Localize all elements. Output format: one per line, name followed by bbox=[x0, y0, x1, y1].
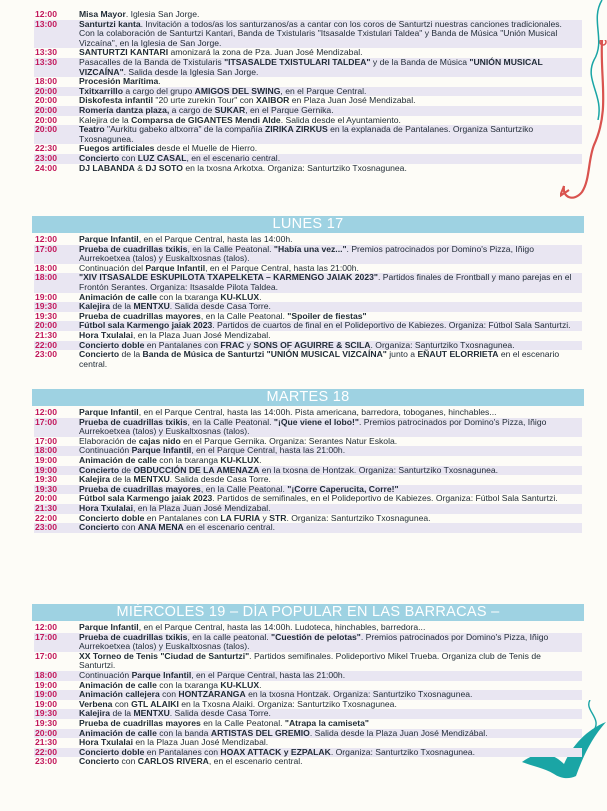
event-text: . bbox=[259, 291, 262, 302]
event-highlight: MENTXU bbox=[133, 708, 170, 719]
event-highlight: Animación de calle bbox=[79, 454, 157, 465]
event-highlight: Parque Infantil bbox=[131, 669, 192, 680]
event-highlight: Prueba de cuadrillas mayores bbox=[79, 717, 201, 728]
event-time: 19:30 bbox=[35, 474, 57, 485]
event-time: 21:30 bbox=[35, 737, 57, 748]
event-highlight: Prueba de cuadrillas txikis bbox=[79, 416, 188, 427]
event-highlight: KU-KLUX bbox=[220, 679, 260, 690]
event-highlight: Hora Txulalai bbox=[79, 502, 133, 513]
schedule-row bbox=[34, 20, 582, 49]
event-highlight: "Había una vez..." bbox=[273, 243, 347, 254]
event-text: . bbox=[158, 76, 161, 87]
event-highlight: DJ LABANDA bbox=[79, 162, 135, 173]
event-highlight: "Cuestión de pelotas" bbox=[271, 631, 361, 642]
event-text: amonizará la zona de Pza. Juan José Mendizabal. bbox=[168, 47, 363, 58]
event-highlight: ARTISTAS DEL GREMIO bbox=[210, 727, 310, 738]
event-time: 23:00 bbox=[35, 522, 57, 533]
event-time: 17:00 bbox=[35, 631, 57, 642]
event-description bbox=[79, 418, 582, 437]
event-time: 19:00 bbox=[35, 679, 57, 690]
event-text: , en el Parque Central, hasta las 14:00h. bbox=[138, 234, 293, 244]
event-text: con bbox=[119, 152, 138, 163]
event-highlight: cajas nido bbox=[138, 435, 181, 446]
event-highlight: Concierto bbox=[79, 756, 120, 767]
schedule-row bbox=[34, 652, 582, 671]
event-text: con la txaranga bbox=[156, 454, 221, 465]
event-text: . Salida desde Casa Torre. bbox=[169, 301, 271, 312]
event-text: , en el Parque Gernika. bbox=[245, 104, 334, 115]
event-description bbox=[79, 273, 582, 292]
event-text: . Organiza: Santurtziko Txosnagunea. bbox=[370, 339, 515, 350]
event-text: Elaboración de bbox=[79, 435, 139, 446]
event-highlight: Concierto doble bbox=[79, 746, 145, 757]
day-header-martes: MARTES 18 bbox=[32, 389, 584, 406]
event-text: Pasacalles de la Banda de Txistularis bbox=[79, 56, 225, 67]
event-text: de la bbox=[119, 349, 143, 360]
event-highlight: Concierto bbox=[79, 349, 120, 360]
event-text: . bbox=[259, 454, 262, 465]
event-time: 20:00 bbox=[35, 114, 57, 125]
event-time: 19:30 bbox=[35, 717, 57, 728]
event-highlight: EÑAUT ELORRIETA bbox=[417, 349, 499, 360]
event-highlight: Verbena bbox=[79, 698, 113, 709]
event-text: con bbox=[119, 756, 138, 767]
event-text: . Salida desde Casa Torre. bbox=[169, 708, 271, 719]
event-highlight: SANTURTZI KANTARI bbox=[79, 47, 169, 58]
event-text: en el escenario central. bbox=[79, 349, 560, 369]
event-time: 22:00 bbox=[35, 746, 57, 757]
event-highlight: Concierto bbox=[79, 152, 120, 163]
event-time: 19:30 bbox=[35, 310, 57, 321]
event-time: 19:00 bbox=[35, 291, 57, 302]
event-highlight: OBDUCCIÓN DE LA AMENAZA bbox=[133, 464, 260, 475]
schedule-section-lunes bbox=[34, 235, 582, 369]
event-text: , en el Parque Central, hasta las 14:00h. Pista americana, barredora, toboganes, hinchables... bbox=[138, 407, 497, 417]
event-text: con la txaranga bbox=[156, 291, 221, 302]
event-time: 21:30 bbox=[35, 502, 57, 513]
event-text: . Premios patrocinados por Domino's Pizza, Iñigo Aurrekoetxea (talos) y Euskaltxosnas (talos). bbox=[79, 631, 549, 652]
event-text: a cargo de bbox=[169, 104, 215, 115]
event-time: 18:00 bbox=[35, 669, 57, 680]
event-text: y de la Banda de Música bbox=[370, 56, 470, 67]
event-description bbox=[79, 20, 582, 49]
event-highlight: Misa Mayor bbox=[79, 9, 126, 19]
event-text: en Pantalanes con bbox=[144, 746, 221, 757]
event-highlight: Procesión Marítima bbox=[79, 76, 159, 87]
event-text: . bbox=[259, 679, 262, 690]
event-highlight: Diskofesta infantil bbox=[79, 95, 154, 106]
event-time: 19:00 bbox=[35, 464, 57, 475]
event-text: , en la Calle Peatonal. bbox=[200, 310, 288, 321]
event-description bbox=[79, 757, 582, 767]
event-text: . Partidos de cuartos de final en el Polideportivo de Kabiezes. Organiza: Fútbol Sala Santurtzi. bbox=[212, 320, 571, 331]
event-highlight: "XIV ITSASALDE ESKUPILOTA TXAPELKETA – KARMENGO JAIAK 2023" bbox=[79, 272, 378, 283]
event-time: 22:00 bbox=[35, 512, 57, 523]
event-highlight: SONS OF AGUIRRE & SCILA bbox=[253, 339, 371, 350]
event-time: 23:00 bbox=[35, 152, 57, 163]
event-highlight: Animación de calle bbox=[79, 679, 157, 690]
event-highlight: Kalejira bbox=[79, 301, 111, 312]
event-highlight: Comparsa de GIGANTES Mendi Alde bbox=[131, 114, 281, 125]
event-highlight: Animación de calle bbox=[79, 291, 157, 302]
event-highlight: ZIRIKA ZIRKUS bbox=[265, 124, 328, 135]
event-text: con bbox=[159, 689, 179, 700]
event-highlight: Romería dantza plaza, bbox=[79, 104, 170, 115]
event-text: Continuación bbox=[79, 669, 132, 680]
event-time: 12:00 bbox=[35, 622, 57, 632]
event-time: 13:00 bbox=[35, 18, 57, 29]
event-highlight: MENTXU bbox=[133, 474, 170, 485]
event-text: y bbox=[244, 339, 254, 350]
event-highlight: FRAC bbox=[220, 339, 245, 350]
event-text: con la banda bbox=[156, 727, 211, 738]
event-text: en el escenario central. bbox=[183, 522, 275, 533]
event-time: 12:00 bbox=[35, 9, 57, 19]
event-text: . Premios patrocinados por Domino's Pizza, Iñigo Aurrekoetxea (talos) y Euskaltxosnas (talos). bbox=[79, 416, 547, 437]
event-highlight: "¡Que viene el lobo!" bbox=[273, 416, 359, 427]
event-text: en la txosna Hontzak. Organiza: Santurtziko Txosnagunea. bbox=[245, 689, 473, 700]
event-time: 20:00 bbox=[35, 85, 57, 96]
event-time: 17:00 bbox=[35, 435, 57, 446]
schedule-row bbox=[34, 523, 582, 533]
event-highlight: DJ SOTO bbox=[145, 162, 183, 173]
event-time: 23:00 bbox=[35, 349, 57, 360]
event-highlight: Santurtzi kanta bbox=[79, 18, 141, 29]
event-text: . Iglesia San Jorge. bbox=[125, 9, 200, 19]
event-time: 19:30 bbox=[35, 483, 57, 494]
schedule-row bbox=[34, 350, 582, 369]
event-highlight: KU-KLUX bbox=[220, 454, 260, 465]
schedule-section-miercoles bbox=[34, 623, 582, 767]
event-highlight: LUZ CASAL bbox=[137, 152, 187, 163]
event-highlight: Concierto bbox=[79, 464, 120, 475]
event-description bbox=[79, 633, 582, 652]
event-highlight: SUKAR bbox=[214, 104, 246, 115]
event-description bbox=[79, 652, 582, 671]
event-text: . Salida desde el Ayuntamiento. bbox=[280, 114, 401, 125]
event-time: 20:00 bbox=[35, 95, 57, 106]
event-description bbox=[79, 245, 582, 264]
event-text: "Aurkitu gabeko altxorra" de la compañía bbox=[104, 124, 266, 135]
event-text: en Pantalanes con bbox=[144, 339, 221, 350]
event-text: . Premios patrocinados por Domino's Pizza, Iñigo Aurrekoetxea (talos) y Euskaltxosnas (talos). bbox=[79, 243, 534, 264]
event-highlight: Parque Infantil bbox=[131, 445, 192, 456]
event-text: . Invitación a todos/as los santurzanos/as a cantar con los coros de Santurtzi nuestras canciones tradicionales. Con la colaboración de Santurtzi Kantari, Banda de Txistularis "Itsasalde Txistulari Taldea" y Banda de Música "Unión Musical Vizcaína", en la Iglesia de San Jorge. bbox=[79, 18, 562, 48]
day-header-lunes: LUNES 17 bbox=[32, 216, 584, 233]
event-highlight: Parque Infantil bbox=[79, 234, 139, 244]
event-text: de la bbox=[110, 708, 134, 719]
event-highlight: Prueba de cuadrillas mayores bbox=[79, 310, 201, 321]
event-text: , en la calle peatonal. bbox=[187, 631, 272, 642]
event-time: 20:00 bbox=[35, 493, 57, 504]
event-time: 24:00 bbox=[35, 162, 57, 173]
event-time: 20:00 bbox=[35, 124, 57, 135]
event-text: con bbox=[112, 698, 132, 709]
event-time: 21:30 bbox=[35, 329, 57, 340]
event-text: en la explanada de Pantalanes. Organiza Santurtziko Txosnagunea. bbox=[79, 124, 534, 144]
event-time: 18:00 bbox=[35, 272, 57, 283]
event-highlight: Prueba de cuadrillas mayores bbox=[79, 483, 201, 494]
schedule-row bbox=[34, 58, 582, 77]
event-text: , en la Plaza Juan José Mendizabal. bbox=[132, 502, 271, 513]
event-text: junto a bbox=[386, 349, 418, 360]
event-text: en Plaza Juan José Mendizabal. bbox=[289, 95, 416, 106]
event-time: 19:00 bbox=[35, 454, 57, 465]
event-text: a cargo del grupo bbox=[122, 85, 195, 96]
event-highlight: XX Torneo de Tenis "Ciudad de Santurtzi" bbox=[79, 650, 250, 661]
event-text: y bbox=[260, 512, 270, 523]
event-highlight: Concierto doble bbox=[79, 512, 145, 523]
event-highlight: Parque Infantil bbox=[79, 622, 139, 632]
event-time: 22:30 bbox=[35, 143, 57, 154]
event-text: en la Calle Peatonal. bbox=[200, 717, 285, 728]
event-time: 13:30 bbox=[35, 56, 57, 67]
event-text: de la bbox=[110, 474, 134, 485]
event-text: . Salida desde la Plaza Juan José Mendizábal. bbox=[309, 727, 488, 738]
event-time: 17:00 bbox=[35, 416, 57, 427]
event-text: . Organiza: Santurtziko Txosnagunea. bbox=[330, 746, 475, 757]
event-highlight: "Spoiler de fiestas" bbox=[287, 310, 367, 321]
event-text: . Partidos finales de Frontball y mano parejas en el Frontón Serantes. Organiza: Itsasalde Pilota Taldea. bbox=[79, 272, 572, 292]
event-text: . Partidos de semifinales, en el Polideportivo de Kabiezes. Organiza: Fútbol Sala Santurtzi. bbox=[212, 493, 558, 504]
event-highlight: "Atrapa la camiseta" bbox=[284, 717, 370, 728]
event-description bbox=[79, 125, 582, 144]
event-text: . Salida desde la Iglesia San Jorge. bbox=[123, 66, 259, 77]
event-description bbox=[79, 164, 582, 174]
schedule-row bbox=[34, 125, 582, 144]
event-time: 18:00 bbox=[35, 262, 57, 273]
schedule-row bbox=[34, 418, 582, 437]
event-time: 20:00 bbox=[35, 104, 57, 115]
event-description bbox=[79, 523, 582, 533]
schedule-row bbox=[34, 245, 582, 264]
event-highlight: AMIGOS DEL SWING bbox=[194, 85, 281, 96]
event-highlight: Hora Txulalai bbox=[79, 329, 133, 340]
event-highlight: Kalejira bbox=[79, 708, 111, 719]
event-text: con la txaranga bbox=[156, 679, 221, 690]
wave-line-icon bbox=[580, 0, 607, 120]
event-highlight: "ITSASALDE TXISTULARI TALDEA" bbox=[224, 56, 371, 67]
event-highlight: Fútbol sala Karmengo jaiak 2023 bbox=[79, 320, 213, 331]
event-text: , en la Plaza Juan José Mendizabal. bbox=[132, 329, 271, 340]
event-highlight: "¡Corre Caperucita, Corre!" bbox=[287, 483, 399, 494]
event-highlight: Prueba de cuadrillas txikis bbox=[79, 243, 188, 254]
event-time: 18:00 bbox=[35, 76, 57, 87]
event-highlight: Fuegos artificiales bbox=[79, 143, 155, 154]
event-highlight: Parque Infantil bbox=[79, 407, 139, 417]
event-highlight: MENTXU bbox=[133, 301, 170, 312]
event-text: . Partidos semifinales. Polideportivo Mikel Trueba. Organiza club de Tenis de Santurtzi. bbox=[79, 650, 541, 671]
schedule-row bbox=[34, 757, 582, 767]
event-text: de bbox=[119, 464, 134, 475]
event-time: 13:30 bbox=[35, 47, 57, 58]
event-text: . Salida desde Casa Torre. bbox=[169, 474, 271, 485]
event-highlight: Parque Infantil bbox=[145, 262, 206, 273]
event-highlight: Fútbol sala Karmengo jaiak 2023 bbox=[79, 493, 213, 504]
event-highlight: Banda de Música de Santurtzi "UNIÓN MUSICAL VIZCAÍNA" bbox=[142, 349, 387, 360]
event-time: 19:00 bbox=[35, 698, 57, 709]
event-text: , en el escenario central. bbox=[186, 152, 281, 163]
event-text: , en el escenario central. bbox=[208, 756, 303, 767]
schedule-row bbox=[34, 273, 582, 292]
event-text: Continuación del bbox=[79, 262, 146, 273]
event-highlight: KU-KLUX bbox=[220, 291, 260, 302]
event-text: Kalejira de la bbox=[79, 114, 132, 125]
event-text: , en la Calle Peatonal. bbox=[200, 483, 288, 494]
schedule-row bbox=[34, 164, 582, 174]
schedule-section-previous bbox=[34, 10, 582, 173]
event-highlight: ANA MENA bbox=[137, 522, 184, 533]
event-description bbox=[79, 350, 582, 369]
event-time: 19:30 bbox=[35, 708, 57, 719]
event-time: 20:00 bbox=[35, 727, 57, 738]
event-text: en la Plaza Juan José Mendizabal. bbox=[132, 737, 269, 748]
event-highlight: "UNIÓN MUSICAL VIZCAÍNA" bbox=[79, 56, 543, 77]
event-text: "20 urte zurekin Tour" con bbox=[153, 95, 256, 106]
event-time: 22:00 bbox=[35, 339, 57, 350]
event-highlight: HONTZARANGA bbox=[178, 689, 246, 700]
day-header-miercoles: MIÉRCOLES 19 – DÍA POPULAR EN LAS BARRACAS – bbox=[32, 604, 584, 621]
event-text: con bbox=[119, 522, 138, 533]
event-text: & bbox=[134, 162, 146, 173]
event-highlight: Concierto bbox=[79, 522, 120, 533]
schedule-section-martes bbox=[34, 408, 582, 533]
event-highlight: HOAX ATTACK y EZPALAK bbox=[220, 746, 331, 757]
event-highlight: Kalejira bbox=[79, 474, 111, 485]
event-highlight: Prueba de cuadrillas txikis bbox=[79, 631, 188, 642]
event-text: , en el Parque Central, hasta las 21:00h. bbox=[205, 262, 359, 273]
event-time: 19:00 bbox=[35, 689, 57, 700]
event-text: de la bbox=[110, 301, 134, 312]
event-time: 19:30 bbox=[35, 301, 57, 312]
event-highlight: Animación de calle bbox=[79, 727, 157, 738]
schedule-row bbox=[34, 633, 582, 652]
event-time: 20:00 bbox=[35, 320, 57, 331]
event-text: , en el Parque Central, hasta las 14:00h. Ludoteca, hinchables, barredora... bbox=[138, 622, 426, 632]
event-text: en la txosna de Hontzak. Organiza: Santurtziko Txosnagunea. bbox=[259, 464, 499, 475]
event-text: , en el Parque Central. bbox=[280, 85, 367, 96]
event-highlight: Animación callejera bbox=[79, 689, 160, 700]
event-text: , en el Parque Central, hasta las 21:00h. bbox=[191, 669, 346, 680]
event-highlight: Txitxarrillo bbox=[79, 85, 123, 96]
event-highlight: STR bbox=[269, 512, 287, 523]
event-text: . Organiza: Santurtziko Txosnagunea. bbox=[286, 512, 431, 523]
event-description bbox=[79, 58, 582, 77]
event-text: , en la Calle Peatonal. bbox=[187, 416, 274, 427]
event-time: 12:00 bbox=[35, 407, 57, 417]
event-text: , en la Calle Peatonal. bbox=[187, 243, 274, 254]
event-text: Continuación bbox=[79, 445, 132, 456]
event-text: en la Txosna Alaiki. Organiza: Santurtziko Txosnagunea. bbox=[178, 698, 397, 709]
event-time: 17:00 bbox=[35, 243, 57, 254]
event-text: en el Parque Gernika. Organiza: Serantes Natur Eskola. bbox=[180, 435, 398, 446]
event-text: en Pantalanes con bbox=[144, 512, 221, 523]
event-highlight: Concierto doble bbox=[79, 339, 145, 350]
event-highlight: GTL ALAIKI bbox=[131, 698, 179, 709]
event-highlight: Hora Txulalai bbox=[79, 737, 133, 748]
event-highlight: Teatro bbox=[79, 124, 105, 135]
event-text: en la txosna Arkotxa. Organiza: Santurtziko Txosnagunea. bbox=[182, 162, 407, 173]
event-time: 17:00 bbox=[35, 650, 57, 661]
event-highlight: XAIBOR bbox=[255, 95, 290, 106]
event-time: 18:00 bbox=[35, 445, 57, 456]
event-highlight: CARLOS RIVERA bbox=[137, 756, 209, 767]
event-text: desde el Muelle de Hierro. bbox=[154, 143, 258, 154]
event-time: 23:00 bbox=[35, 756, 57, 767]
event-highlight: LA FURIA bbox=[220, 512, 261, 523]
event-time: 12:00 bbox=[35, 234, 57, 244]
event-text: , en el Parque Central, hasta las 21:00h. bbox=[191, 445, 346, 456]
